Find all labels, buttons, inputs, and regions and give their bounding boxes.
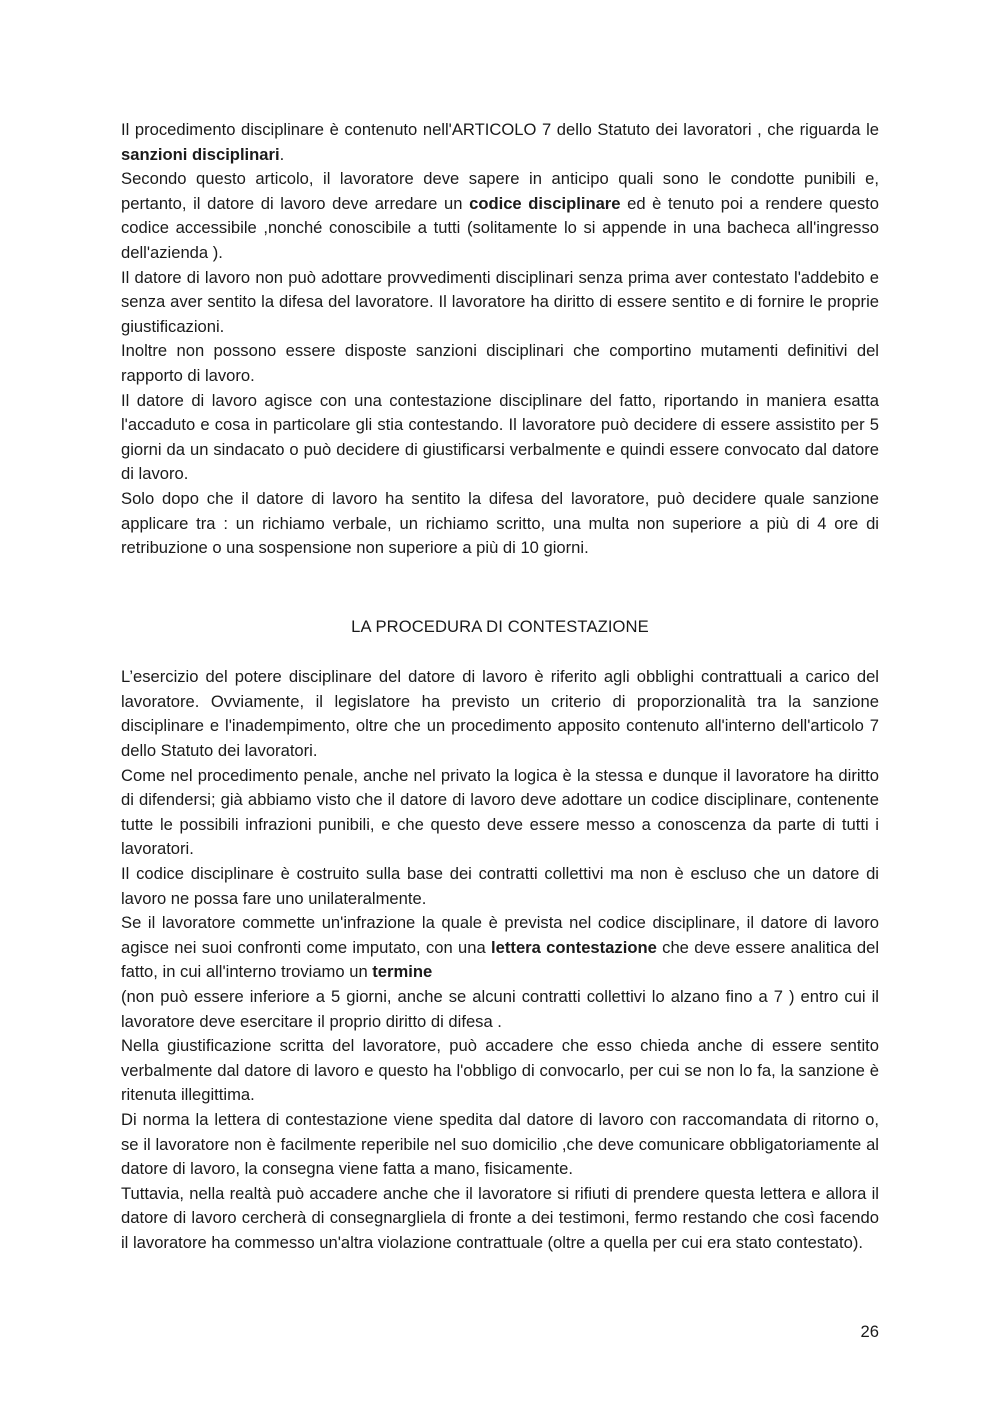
paragraph: Nella giustificazione scritta del lavoratore, può accadere che esso chieda anche di essere sentito verbalmente dal datore di lavoro e questo ha l'obbligo di convocarlo, per cui se non lo fa, la sanzione è ritenuta illegittima.	[121, 1036, 879, 1105]
paragraph: Se il lavoratore commette un'infrazione la quale è prevista nel codice disciplinare, il datore di lavoro agisce nei suoi confronti come imputato, con una lettera contestazione che deve essere analitica del fatto, in cui all'interno troviamo un termine	[121, 913, 880, 982]
paragraph: Il datore di lavoro agisce con una contestazione disciplinare del fatto, riportando in maniera esatta l'accaduto e cosa in particolare gli stia contestando. Il lavoratore può decidere di essere assistito per 5 giorni da un sindacato o può decidere di giustificarsi verbalmente e quindi essere convocato dal datore di lavoro.	[121, 390, 879, 484]
paragraph: Secondo questo articolo, il lavoratore deve sapere in anticipo quali sono le condotte punibili e, pertanto, il datore di lavoro deve arredare un codice disciplinare ed è tenuto poi a rendere questo codice accessibile ,nonché conoscibile a tutti (solitamente lo si appende in una bacheca all'ingresso dell'azienda ).	[121, 169, 879, 262]
paragraph: Il codice disciplinare è costruito sulla base dei contratti collettivi ma non è escluso che un datore di lavoro ne possa fare uno unilateralmente.	[121, 864, 879, 908]
paragraph: Di norma la lettera di contestazione viene spedita dal datore di lavoro con raccomandata di ritorno o, se il lavoratore non è facilmente reperibile nel suo domicilio ,che deve comunicare obbligatoriamente al datore di lavoro, la consegna viene fatta a mano, fisicamente.	[121, 1109, 879, 1179]
paragraph: Come nel procedimento penale, anche nel privato la logica è la stessa e dunque il lavoratore ha diritto di difendersi; già abbiamo visto che il datore di lavoro deve adottare un codice disciplinare, contenente tutte le possibili infrazioni punibili, e che questo deve essere messo a conoscenza da parte di tutti i lavoratori.	[121, 765, 879, 859]
bold-term: codice disciplinare	[469, 193, 621, 213]
paragraph: Solo dopo che il datore di lavoro ha sentito la difesa del lavoratore, può decidere quale sanzione applicare tra : un richiamo verbale, un richiamo scritto, una multa non superiore a più di 4 ore di retribuzione o una sospensione non superiore a più di 10 giorni.	[121, 488, 879, 558]
paragraph: (non può essere inferiore a 5 giorni, anche se alcuni contratti collettivi lo alzano fino a 7 ) entro cui il lavoratore deve esercitare il proprio diritto di difesa .	[121, 987, 879, 1031]
bold-term: termine	[372, 962, 433, 982]
page-number: 26	[860, 1322, 879, 1341]
bold-term: lettera contestazione	[491, 937, 657, 957]
section-heading: LA PROCEDURA DI CONTESTAZIONE	[351, 616, 649, 636]
bold-term: sanzioni disciplinari	[121, 144, 280, 164]
document-page	[121, 118, 879, 1256]
paragraph: Il datore di lavoro non può adottare provvedimenti disciplinari senza prima aver contestato l'addebito e senza aver sentito la difesa del lavoratore. Il lavoratore ha diritto di essere sentito e di fornire le proprie giustificazioni.	[121, 267, 879, 336]
paragraph: Il procedimento disciplinare è contenuto nell'ARTICOLO 7 dello Statuto dei lavoratori , che riguarda le sanzioni disciplinari.	[121, 120, 879, 164]
paragraph: L’esercizio del potere disciplinare del datore di lavoro è riferito agli obblighi contrattuali a carico del lavoratore. Ovviamente, il legislatore ha previsto un criterio di proporzionalità tra la sanzione disciplinare e l'inadempimento, oltre che un procedimento apposito contenuto all'interno dell'articolo 7 dello Statuto dei lavoratori.	[121, 667, 879, 761]
paragraph: Tuttavia, nella realtà può accadere anche che il lavoratore si rifiuti di prendere questa lettera e allora il datore di lavoro cercherà di consegnargliela di fronte a dei testimoni, fermo restando che così facendo il lavoratore ha commesso un'altra violazione contrattuale (oltre a quella per cui era stato contestato).	[121, 1183, 879, 1252]
paragraph: Inoltre non possono essere disposte sanzioni disciplinari che comportino mutamenti definitivi del rapporto di lavoro.	[121, 341, 879, 385]
